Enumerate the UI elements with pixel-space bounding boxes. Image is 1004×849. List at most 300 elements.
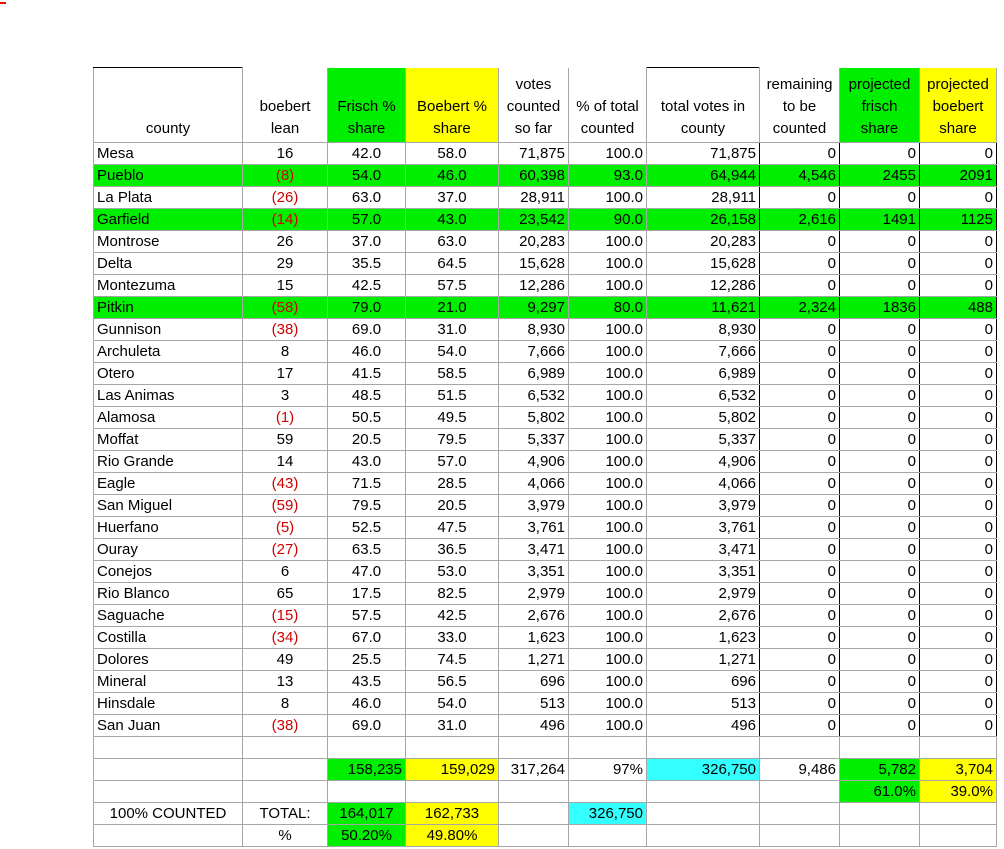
boebert-lean: 17	[243, 363, 328, 385]
county-row	[94, 583, 997, 605]
projected-frisch: 0	[840, 671, 920, 693]
counted-total-row	[94, 803, 997, 825]
county-row	[94, 649, 997, 671]
total-votes: 71,875	[647, 143, 760, 165]
total-projected-frisch: 5,782	[840, 759, 920, 781]
blank-row	[94, 737, 997, 759]
remaining-votes: 2,324	[760, 297, 840, 319]
total-votes: 6,532	[647, 385, 760, 407]
county-row	[94, 407, 997, 429]
counted-frisch: 164,017	[328, 803, 406, 825]
county-row	[94, 165, 997, 187]
remaining-votes: 0	[760, 407, 840, 429]
boebert-lean: (27)	[243, 539, 328, 561]
header-votes-counted: votes counted so far	[499, 68, 569, 143]
frisch-share: 20.5	[328, 429, 406, 451]
frisch-share: 42.5	[328, 275, 406, 297]
boebert-share: 74.5	[406, 649, 499, 671]
totals-row	[94, 759, 997, 781]
remaining-votes: 0	[760, 231, 840, 253]
county-row	[94, 561, 997, 583]
projected-frisch: 0	[840, 429, 920, 451]
empty-cell	[760, 737, 840, 759]
county-name: Rio Grande	[94, 451, 243, 473]
empty-cell	[920, 737, 997, 759]
empty-cell	[840, 803, 920, 825]
frisch-share: 43.0	[328, 451, 406, 473]
total-votes: 64,944	[647, 165, 760, 187]
county-name: Huerfano	[94, 517, 243, 539]
empty-cell	[94, 737, 243, 759]
counted-boebert-pct: 49.80%	[406, 825, 499, 847]
frisch-share: 41.5	[328, 363, 406, 385]
projected-boebert: 0	[920, 627, 997, 649]
empty-cell	[328, 781, 406, 803]
empty-cell	[406, 781, 499, 803]
county-name: Conejos	[94, 561, 243, 583]
county-row	[94, 495, 997, 517]
boebert-lean: (26)	[243, 187, 328, 209]
votes-counted: 15,628	[499, 253, 569, 275]
boebert-lean: (14)	[243, 209, 328, 231]
total-votes: 8,930	[647, 319, 760, 341]
county-name: Dolores	[94, 649, 243, 671]
pct-counted: 100.0	[569, 539, 647, 561]
frisch-share: 50.5	[328, 407, 406, 429]
counted-label: 100% COUNTED	[94, 803, 243, 825]
projected-boebert: 0	[920, 693, 997, 715]
pct-counted: 100.0	[569, 517, 647, 539]
county-name: La Plata	[94, 187, 243, 209]
boebert-lean: 65	[243, 583, 328, 605]
frisch-share: 37.0	[328, 231, 406, 253]
pct-counted: 80.0	[569, 297, 647, 319]
projected-frisch: 0	[840, 319, 920, 341]
projected-boebert: 0	[920, 583, 997, 605]
votes-counted: 7,666	[499, 341, 569, 363]
projected-boebert: 0	[920, 231, 997, 253]
projected-frisch: 0	[840, 187, 920, 209]
projected-boebert: 0	[920, 275, 997, 297]
county-name: Montezuma	[94, 275, 243, 297]
boebert-lean: (38)	[243, 319, 328, 341]
empty-cell	[647, 781, 760, 803]
county-name: Pueblo	[94, 165, 243, 187]
counted-pct-row	[94, 825, 997, 847]
pct-counted: 100.0	[569, 605, 647, 627]
empty-cell	[647, 737, 760, 759]
pct-counted: 100.0	[569, 561, 647, 583]
header-projected-frisch: projected frisch share	[840, 68, 920, 143]
projected-frisch: 0	[840, 253, 920, 275]
frisch-share: 63.0	[328, 187, 406, 209]
projected-boebert: 0	[920, 187, 997, 209]
total-votes: 1,623	[647, 627, 760, 649]
frisch-share: 17.5	[328, 583, 406, 605]
remaining-votes: 2,616	[760, 209, 840, 231]
projected-boebert: 0	[920, 451, 997, 473]
empty-cell	[94, 781, 243, 803]
boebert-lean: (5)	[243, 517, 328, 539]
votes-counted: 6,532	[499, 385, 569, 407]
votes-counted: 2,979	[499, 583, 569, 605]
pct-counted: 100.0	[569, 253, 647, 275]
empty-cell	[243, 737, 328, 759]
pct-counted: 100.0	[569, 429, 647, 451]
empty-cell	[569, 825, 647, 847]
projected-boebert: 0	[920, 605, 997, 627]
header-remaining: remaining to be counted	[760, 68, 840, 143]
empty-cell	[499, 781, 569, 803]
county-name: Las Animas	[94, 385, 243, 407]
total-votes: 11,621	[647, 297, 760, 319]
county-row	[94, 231, 997, 253]
boebert-lean: 13	[243, 671, 328, 693]
projected-frisch: 0	[840, 539, 920, 561]
projected-frisch: 2455	[840, 165, 920, 187]
county-row	[94, 429, 997, 451]
votes-counted: 23,542	[499, 209, 569, 231]
projected-boebert: 0	[920, 429, 997, 451]
total-votes: 28,911	[647, 187, 760, 209]
votes-counted: 1,623	[499, 627, 569, 649]
projected-frisch: 0	[840, 495, 920, 517]
projected-frisch: 0	[840, 517, 920, 539]
frisch-share: 46.0	[328, 693, 406, 715]
boebert-share: 28.5	[406, 473, 499, 495]
empty-cell	[569, 781, 647, 803]
boebert-share: 54.0	[406, 693, 499, 715]
remaining-votes: 0	[760, 385, 840, 407]
county-row	[94, 143, 997, 165]
boebert-share: 43.0	[406, 209, 499, 231]
county-row	[94, 473, 997, 495]
remaining-votes: 0	[760, 517, 840, 539]
county-row	[94, 715, 997, 737]
votes-counted: 60,398	[499, 165, 569, 187]
pct-counted: 100.0	[569, 319, 647, 341]
boebert-share: 31.0	[406, 319, 499, 341]
pct-label: %	[243, 825, 328, 847]
remaining-votes: 0	[760, 649, 840, 671]
empty-cell	[499, 803, 569, 825]
projected-frisch: 0	[840, 143, 920, 165]
boebert-share: 21.0	[406, 297, 499, 319]
boebert-share: 53.0	[406, 561, 499, 583]
total-votes: 15,628	[647, 253, 760, 275]
boebert-share: 57.0	[406, 451, 499, 473]
total-remaining: 9,486	[760, 759, 840, 781]
boebert-lean: 29	[243, 253, 328, 275]
county-row	[94, 341, 997, 363]
header-boebert-share: Boebert % share	[406, 68, 499, 143]
pct-counted: 100.0	[569, 495, 647, 517]
total-votes: 4,066	[647, 473, 760, 495]
frisch-share: 48.5	[328, 385, 406, 407]
empty-cell	[647, 825, 760, 847]
remaining-votes: 0	[760, 473, 840, 495]
county-row	[94, 671, 997, 693]
empty-cell	[840, 737, 920, 759]
projected-boebert: 0	[920, 385, 997, 407]
frisch-share: 46.0	[328, 341, 406, 363]
pct-counted: 100.0	[569, 143, 647, 165]
votes-counted: 3,979	[499, 495, 569, 517]
county-row	[94, 319, 997, 341]
boebert-share: 79.5	[406, 429, 499, 451]
total-votes: 2,979	[647, 583, 760, 605]
county-name: Eagle	[94, 473, 243, 495]
total-projected-boebert: 3,704	[920, 759, 997, 781]
frisch-share: 42.0	[328, 143, 406, 165]
county-row	[94, 605, 997, 627]
boebert-lean: (15)	[243, 605, 328, 627]
projected-frisch: 0	[840, 451, 920, 473]
county-name: Archuleta	[94, 341, 243, 363]
boebert-share: 47.5	[406, 517, 499, 539]
total-votes: 2,676	[647, 605, 760, 627]
remaining-votes: 0	[760, 253, 840, 275]
frisch-share: 54.0	[328, 165, 406, 187]
boebert-lean: (43)	[243, 473, 328, 495]
projected-frisch: 0	[840, 407, 920, 429]
frisch-share: 57.5	[328, 605, 406, 627]
total-votes: 7,666	[647, 341, 760, 363]
county-name: Hinsdale	[94, 693, 243, 715]
votes-counted: 2,676	[499, 605, 569, 627]
pct-counted: 100.0	[569, 231, 647, 253]
total-votes: 3,979	[647, 495, 760, 517]
county-name: Moffat	[94, 429, 243, 451]
frisch-share: 79.0	[328, 297, 406, 319]
county-name: Rio Blanco	[94, 583, 243, 605]
projected-frisch: 0	[840, 363, 920, 385]
header-row	[94, 68, 997, 143]
projected-boebert: 1125	[920, 209, 997, 231]
votes-counted: 3,761	[499, 517, 569, 539]
votes-counted: 5,337	[499, 429, 569, 451]
remaining-votes: 0	[760, 605, 840, 627]
votes-counted: 3,471	[499, 539, 569, 561]
boebert-lean: 8	[243, 693, 328, 715]
boebert-lean: 49	[243, 649, 328, 671]
pct-counted: 100.0	[569, 693, 647, 715]
county-row	[94, 451, 997, 473]
boebert-share: 33.0	[406, 627, 499, 649]
counted-frisch-pct: 50.20%	[328, 825, 406, 847]
projected-frisch: 1836	[840, 297, 920, 319]
votes-counted: 28,911	[499, 187, 569, 209]
county-name: Pitkin	[94, 297, 243, 319]
frisch-share: 25.5	[328, 649, 406, 671]
pct-counted: 100.0	[569, 671, 647, 693]
votes-counted: 3,351	[499, 561, 569, 583]
votes-counted: 71,875	[499, 143, 569, 165]
boebert-share: 82.5	[406, 583, 499, 605]
votes-counted: 696	[499, 671, 569, 693]
pct-counted: 100.0	[569, 187, 647, 209]
projected-boebert: 0	[920, 671, 997, 693]
empty-cell	[760, 825, 840, 847]
pct-counted: 100.0	[569, 473, 647, 495]
boebert-lean: 8	[243, 341, 328, 363]
total-label: TOTAL:	[243, 803, 328, 825]
remaining-votes: 0	[760, 341, 840, 363]
boebert-share: 37.0	[406, 187, 499, 209]
remaining-votes: 0	[760, 627, 840, 649]
county-name: Delta	[94, 253, 243, 275]
pct-counted: 100.0	[569, 715, 647, 737]
total-votes: 696	[647, 671, 760, 693]
boebert-lean: 16	[243, 143, 328, 165]
total-votes: 26,158	[647, 209, 760, 231]
projected-frisch: 0	[840, 275, 920, 297]
frisch-share: 63.5	[328, 539, 406, 561]
projected-boebert-pct: 39.0%	[920, 781, 997, 803]
total-votes: 513	[647, 693, 760, 715]
projected-frisch: 0	[840, 649, 920, 671]
total-votes: 20,283	[647, 231, 760, 253]
projected-frisch: 0	[840, 693, 920, 715]
projected-boebert: 488	[920, 297, 997, 319]
boebert-lean: (38)	[243, 715, 328, 737]
boebert-share: 49.5	[406, 407, 499, 429]
projected-frisch: 0	[840, 561, 920, 583]
empty-cell	[840, 825, 920, 847]
remaining-votes: 0	[760, 451, 840, 473]
county-name: Garfield	[94, 209, 243, 231]
frisch-share: 57.0	[328, 209, 406, 231]
empty-cell	[94, 825, 243, 847]
total-votes: 1,271	[647, 649, 760, 671]
total-pct-counted: 97%	[569, 759, 647, 781]
county-vote-table	[93, 67, 997, 847]
remaining-votes: 0	[760, 429, 840, 451]
boebert-lean: (58)	[243, 297, 328, 319]
boebert-share: 58.5	[406, 363, 499, 385]
projected-boebert: 0	[920, 473, 997, 495]
projected-boebert: 0	[920, 407, 997, 429]
projected-pct-row	[94, 781, 997, 803]
county-name: Ouray	[94, 539, 243, 561]
total-votes: 4,906	[647, 451, 760, 473]
votes-counted: 496	[499, 715, 569, 737]
votes-counted: 6,989	[499, 363, 569, 385]
total-votes: 5,802	[647, 407, 760, 429]
remaining-votes: 0	[760, 319, 840, 341]
projected-boebert: 0	[920, 715, 997, 737]
county-name: Mineral	[94, 671, 243, 693]
boebert-share: 20.5	[406, 495, 499, 517]
projected-frisch: 0	[840, 231, 920, 253]
county-row	[94, 539, 997, 561]
projected-boebert: 2091	[920, 165, 997, 187]
total-votes: 3,471	[647, 539, 760, 561]
header-projected-boebert: projected boebert share	[920, 68, 997, 143]
total-frisch: 158,235	[328, 759, 406, 781]
boebert-lean: (8)	[243, 165, 328, 187]
pct-counted: 100.0	[569, 583, 647, 605]
red-dash-mark	[0, 2, 6, 4]
boebert-share: 63.0	[406, 231, 499, 253]
pct-counted: 100.0	[569, 385, 647, 407]
boebert-lean: (34)	[243, 627, 328, 649]
county-row	[94, 209, 997, 231]
county-name: Gunnison	[94, 319, 243, 341]
counted-boebert: 162,733	[406, 803, 499, 825]
pct-counted: 100.0	[569, 649, 647, 671]
boebert-lean: 59	[243, 429, 328, 451]
projected-boebert: 0	[920, 517, 997, 539]
projected-boebert: 0	[920, 539, 997, 561]
empty-cell	[920, 825, 997, 847]
header-county: county	[94, 68, 243, 143]
remaining-votes: 0	[760, 693, 840, 715]
remaining-votes: 0	[760, 495, 840, 517]
frisch-share: 79.5	[328, 495, 406, 517]
frisch-share: 52.5	[328, 517, 406, 539]
empty-cell	[499, 737, 569, 759]
projected-frisch: 0	[840, 583, 920, 605]
boebert-lean: (59)	[243, 495, 328, 517]
projected-boebert: 0	[920, 341, 997, 363]
frisch-share: 47.0	[328, 561, 406, 583]
county-row	[94, 385, 997, 407]
votes-counted: 5,802	[499, 407, 569, 429]
votes-counted: 4,066	[499, 473, 569, 495]
county-name: Alamosa	[94, 407, 243, 429]
projected-boebert: 0	[920, 561, 997, 583]
boebert-share: 46.0	[406, 165, 499, 187]
total-votes: 496	[647, 715, 760, 737]
county-name: Mesa	[94, 143, 243, 165]
empty-cell	[406, 737, 499, 759]
empty-cell	[569, 737, 647, 759]
county-row	[94, 253, 997, 275]
remaining-votes: 0	[760, 583, 840, 605]
remaining-votes: 4,546	[760, 165, 840, 187]
votes-counted: 8,930	[499, 319, 569, 341]
boebert-lean: (1)	[243, 407, 328, 429]
empty-cell	[499, 825, 569, 847]
pct-counted: 100.0	[569, 627, 647, 649]
frisch-share: 43.5	[328, 671, 406, 693]
total-votes-counted: 317,264	[499, 759, 569, 781]
county-name: Saguache	[94, 605, 243, 627]
pct-counted: 100.0	[569, 363, 647, 385]
county-row	[94, 297, 997, 319]
county-row	[94, 275, 997, 297]
boebert-share: 42.5	[406, 605, 499, 627]
county-name: San Miguel	[94, 495, 243, 517]
boebert-lean: 3	[243, 385, 328, 407]
projected-frisch: 0	[840, 605, 920, 627]
projected-boebert: 0	[920, 253, 997, 275]
remaining-votes: 0	[760, 143, 840, 165]
pct-counted: 93.0	[569, 165, 647, 187]
empty-cell	[94, 759, 243, 781]
county-name: Otero	[94, 363, 243, 385]
frisch-share: 69.0	[328, 319, 406, 341]
remaining-votes: 0	[760, 671, 840, 693]
votes-counted: 12,286	[499, 275, 569, 297]
empty-cell	[760, 781, 840, 803]
boebert-lean: 15	[243, 275, 328, 297]
empty-cell	[243, 781, 328, 803]
county-name: Costilla	[94, 627, 243, 649]
remaining-votes: 0	[760, 561, 840, 583]
votes-counted: 513	[499, 693, 569, 715]
